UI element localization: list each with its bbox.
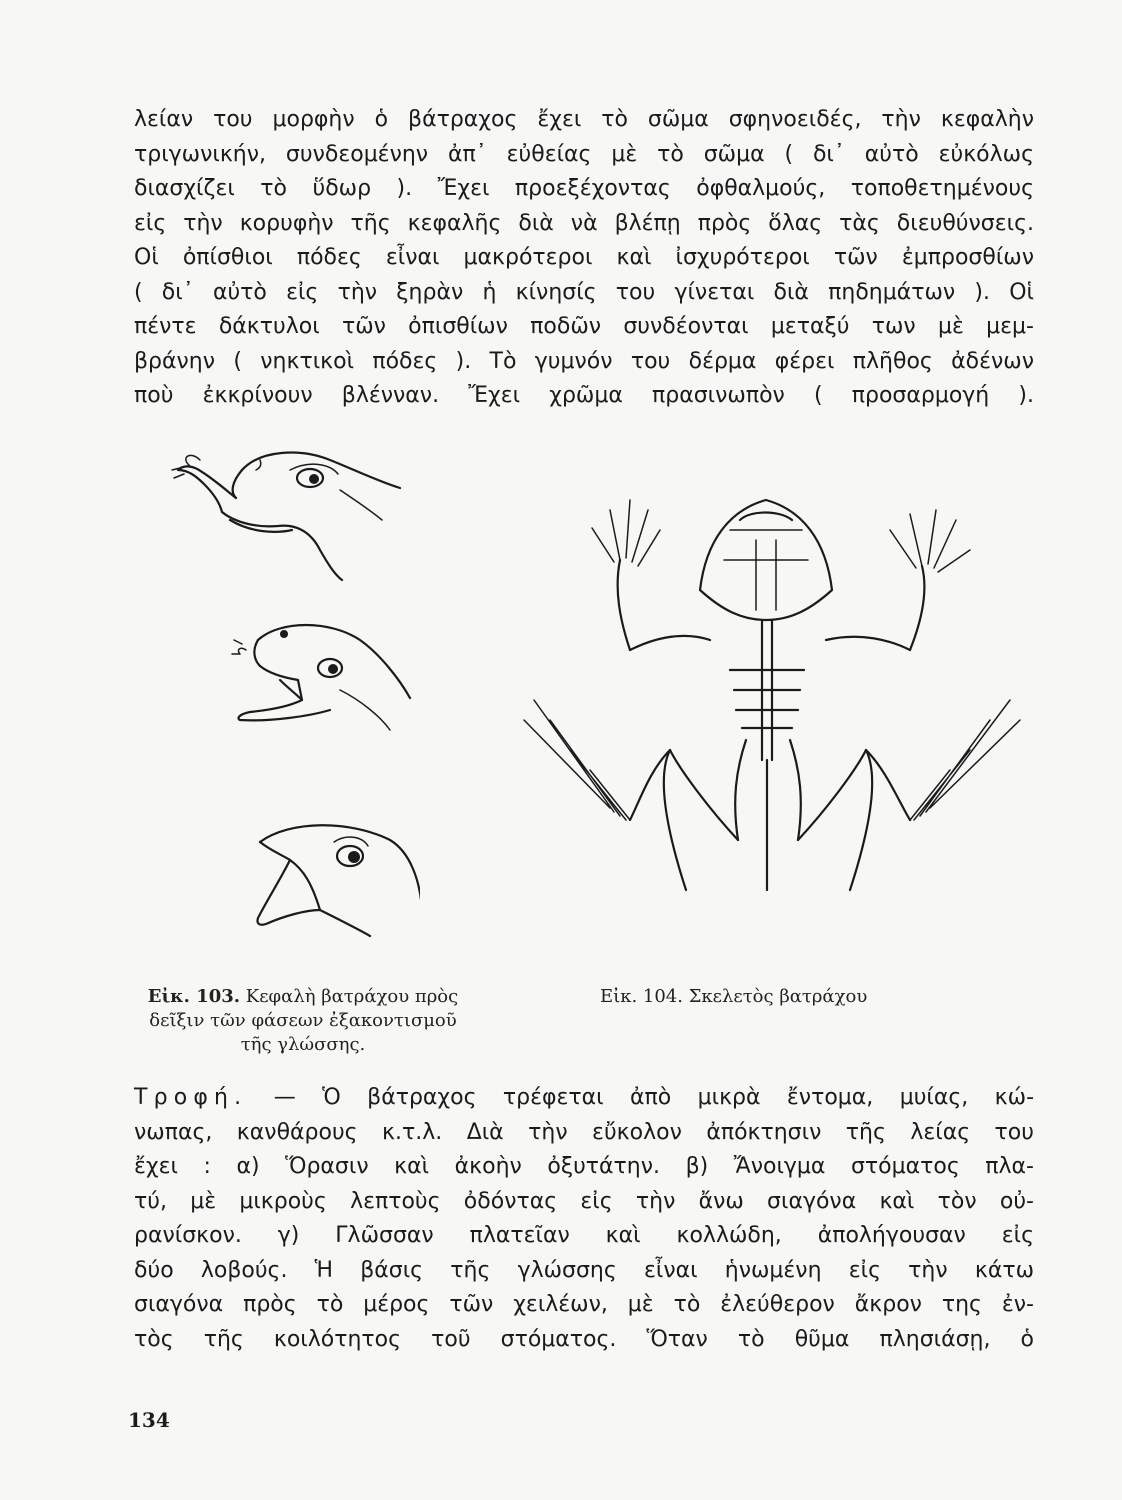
text-line: ( δι᾽ αὐτὸ εἰς τὴν ξηρὰν ἡ κίνησίς του γίνεται διὰ πηδημάτων ). Οἱ [134, 279, 1034, 305]
text-line: ποὺ ἐκκρίνουν βλένναν. Ἔχει χρῶμα πρασινωπὸν ( προσαρμογή ). [134, 383, 1034, 408]
frog-head-mouth-open [232, 625, 410, 730]
caption-line: τῆς γλώσσης. [240, 1034, 366, 1055]
text-line [134, 1081, 1034, 1116]
text-line: δύο λοβούς. Ἡ βάσις τῆς γλώσσης εἶναι ἡνωμένη εἰς τὴν κάτω [134, 1257, 1034, 1283]
frog-heads-illustration [170, 430, 420, 970]
left-forelimb [592, 500, 710, 650]
frog-skeleton-illustration [510, 470, 1030, 910]
text-line: εἰς τὴν κορυφὴν τῆς κεφαλῆς διὰ νὰ βλέπῃ πρὸς ὅλας τὰς διευθύνσεις. [134, 210, 1034, 236]
paragraph-1 [134, 103, 1034, 414]
caption-line [128, 985, 478, 1009]
frog-head-tongue-extended [172, 453, 400, 580]
text-line: Οἱ ὀπίσθιοι πόδες εἶναι μακρότεροι καὶ ἰσχυρότεροι τῶν ἐμπροσθίων [134, 245, 1034, 270]
figure-104-caption: Εἰκ. 104. Σκελετὸς βατράχου [600, 986, 868, 1007]
paragraph-2 [134, 1081, 1034, 1357]
figure-103-caption [128, 985, 478, 1057]
skull [700, 500, 832, 620]
frog-head-closing [257, 825, 420, 936]
text-line: τριγωνικήν, συνδεομένην ἀπ᾽ εὐθείας μὲ τὸ σῶμα ( δι᾽ αὐτὸ εὐκόλως [134, 141, 1034, 167]
text-line: σιαγόνα πρὸς τὸ μέρος τῶν χειλέων, μὲ τὸ ἐλεύθερον ἄκρον της ἐν- [134, 1292, 1034, 1317]
right-forelimb [826, 510, 970, 650]
text-fragment: — Ὁ βάτραχος τρέφεται ἀπὸ μικρὰ ἔντομα, μυίας, κώ- [273, 1085, 1035, 1110]
text-line: ἔχει : α) Ὅρασιν καὶ ἀκοὴν ὀξυτάτην. β) Ἄνοιγμα στόματος πλα- [134, 1154, 1034, 1179]
text-line: λείαν του μορφὴν ὁ βάτραχος ἔχει τὸ σῶμα σφηνοειδές, τὴν κεφαλὴν [134, 107, 1034, 132]
text-line: διασχίζει τὸ ὕδωρ ). Ἔχει προεξέχοντας ὀφθαλμούς, τοποθετημένους [134, 176, 1034, 201]
text-line: βράνην ( νηκτικοὶ πόδες ). Τὸ γυμνόν του δέρμα φέρει πλῆθος ἀδένων [134, 348, 1034, 374]
section-heading: Τροφή. [134, 1085, 248, 1110]
text-line: νωπας, κανθάρους κ.τ.λ. Διὰ τὴν εὔκολον ἀπόκτησιν τῆς λείας του [134, 1119, 1034, 1145]
right-hindlimb [798, 700, 1020, 890]
text-line: πέντε δάκτυλοι τῶν ὀπισθίων ποδῶν συνδέονται μεταξύ των μὲ μεμ- [134, 314, 1034, 339]
text-line: τύ, μὲ μικροὺς λεπτοὺς ὀδόντας εἰς τὴν ἄνω σιαγόνα καὶ τὸν οὐ- [134, 1188, 1034, 1214]
text-line: ρανίσκον. γ) Γλῶσσαν πλατεῖαν καὶ κολλώδη, ἀπολήγουσαν εἰς [134, 1223, 1034, 1248]
text-line: τὸς τῆς κοιλότητος τοῦ στόματος. Ὅταν τὸ θῦμα πλησιάσῃ, ὁ [134, 1326, 1034, 1352]
vertebral-column [730, 620, 804, 890]
figure-label: Εἰκ. 103. [147, 986, 241, 1007]
page-number: 134 [128, 1408, 170, 1432]
caption-text: Κεφαλὴ βατράχου πρὸς [245, 986, 459, 1007]
left-hindlimb [524, 700, 738, 890]
caption-line: δεῖξιν τῶν φάσεων ἐξακοντισμοῦ [149, 1010, 457, 1031]
